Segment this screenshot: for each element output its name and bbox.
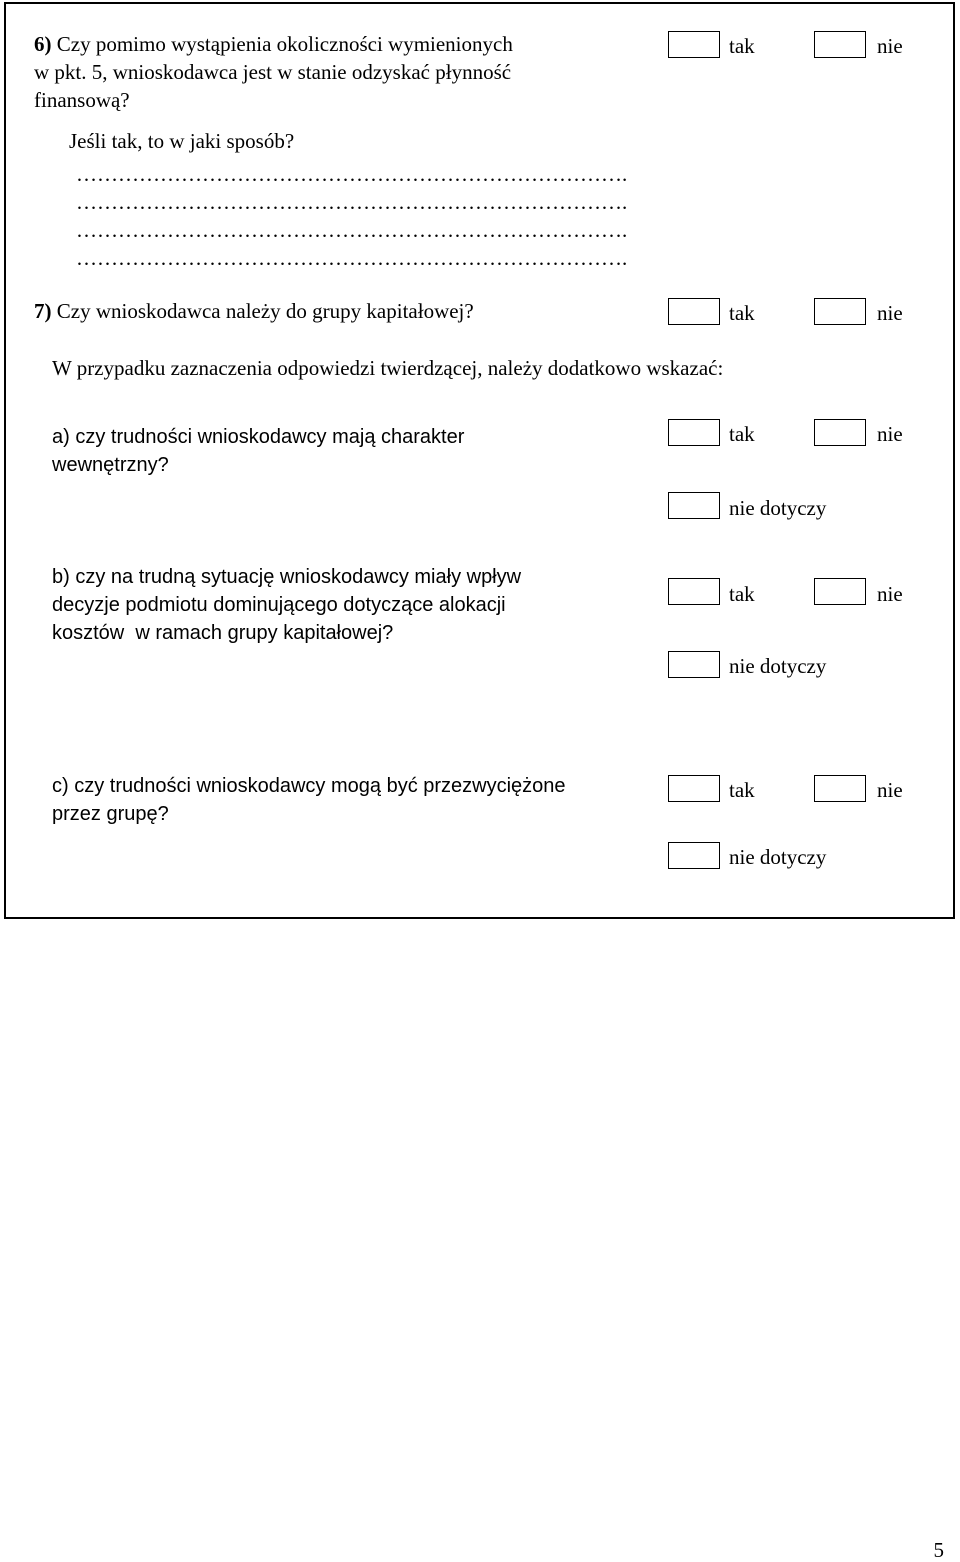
question-6-number: 6) [34,32,52,56]
q7-no-checkbox[interactable] [814,298,866,325]
question-c-line-1: c) czy trudności wnioskodawcy mogą być przezwyciężone [52,775,566,797]
q6-yes-checkbox[interactable] [668,31,720,58]
question-b-line-3: kosztów w ramach grupy kapitałowej? [52,622,394,644]
q7-no-label: nie [877,301,903,325]
qb-na-label: nie dotyczy [729,654,827,678]
question-b-line-1: b) czy na trudną sytuację wnioskodawcy miały wpływ [52,566,522,588]
question-7-instruction: W przypadku zaznaczenia odpowiedzi twierdzącej, należy dodatkowo wskazać: [52,356,724,380]
question-7 [34,297,474,325]
qc-no-checkbox[interactable] [814,775,866,802]
qb-na-checkbox[interactable] [668,651,720,678]
question-b-line-2: decyzje podmiotu dominującego dotyczące alokacji [52,594,506,616]
answer-line-2[interactable]: ……………………………………………………………………. [76,190,628,214]
question-7-number: 7) [34,299,52,323]
qa-no-checkbox[interactable] [814,419,866,446]
qc-yes-checkbox[interactable] [668,775,720,802]
qb-yes-checkbox[interactable] [668,578,720,605]
qa-yes-checkbox[interactable] [668,419,720,446]
q7-yes-checkbox[interactable] [668,298,720,325]
qc-yes-label: tak [729,778,755,802]
q6-no-label: nie [877,34,903,58]
qc-na-label: nie dotyczy [729,845,827,869]
q7-yes-label: tak [729,301,755,325]
qa-yes-label: tak [729,422,755,446]
question-a-line-1: a) czy trudności wnioskodawcy mają charakter [52,426,465,448]
question-6-text: Czy pomimo wystąpienia okoliczności wymienionych [51,32,513,56]
qc-no-label: nie [877,778,903,802]
q6-yes-label: tak [729,34,755,58]
question-c-line-2: przez grupę? [52,803,169,825]
question-a-line-2: wewnętrzny? [52,454,169,476]
answer-line-1[interactable]: ……………………………………………………………………. [76,162,628,186]
question-7-text: Czy wnioskodawca należy do grupy kapitałowej? [51,299,474,323]
qa-na-label: nie dotyczy [729,496,827,520]
qb-no-label: nie [877,582,903,606]
answer-line-4[interactable]: ……………………………………………………………………. [76,246,628,270]
qc-na-checkbox[interactable] [668,842,720,869]
question-6-line-1 [34,30,513,58]
answer-line-3[interactable]: ……………………………………………………………………. [76,218,628,242]
qb-no-checkbox[interactable] [814,578,866,605]
qa-na-checkbox[interactable] [668,492,720,519]
page-number: 5 [933,1538,944,1562]
qb-yes-label: tak [729,582,755,606]
question-6-followup: Jeśli tak, to w jaki sposób? [69,129,295,153]
q6-no-checkbox[interactable] [814,31,866,58]
question-6-line-3: finansową? [34,88,130,112]
question-6-line-2: w pkt. 5, wnioskodawca jest w stanie odzyskać płynność [34,60,512,84]
qa-no-label: nie [877,422,903,446]
